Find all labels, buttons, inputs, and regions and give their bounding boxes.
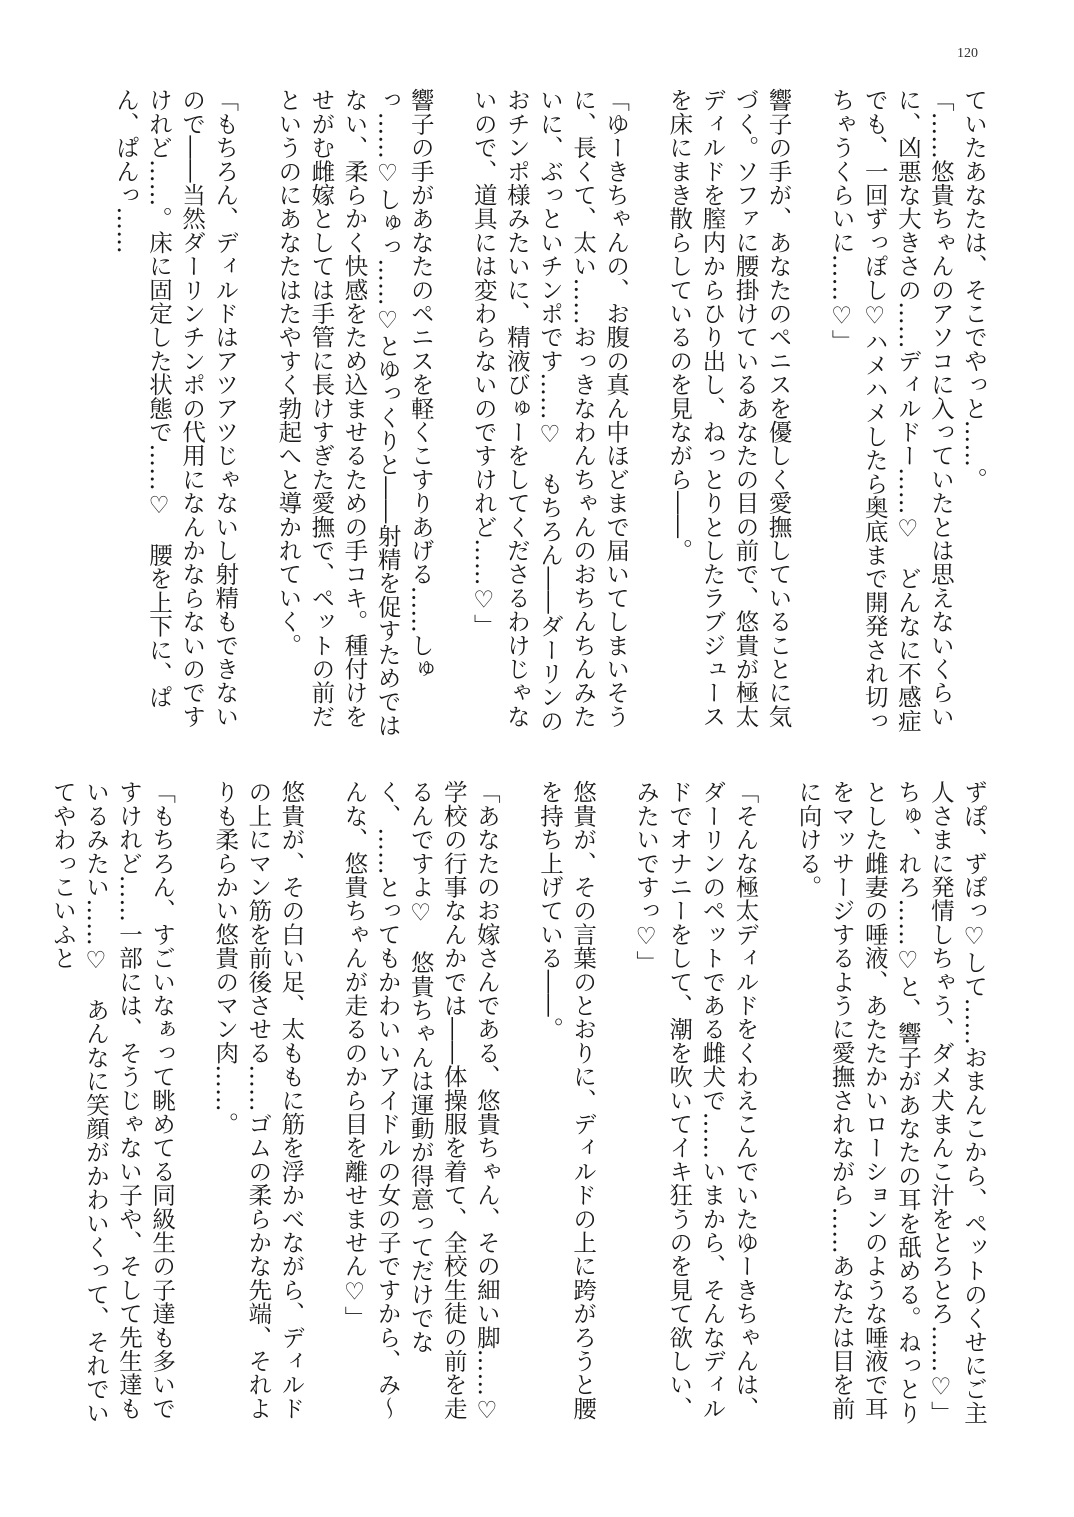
top-text-block [70,88,990,748]
bottom-text-block [48,780,990,1449]
paragraph: 「ゆーきちゃんの、お腹の真ん中ほどまで届いてしまいそうに、長くて、太い……おっきなわんちゃんのおちんちんみたいに、ぶっといチンポです……♡ もちろん――ダーリンのおチンポ様みたいに、精液びゅーをしてくださるわけじゃないので、道具には変わらないのですけれど……♡」 [469,88,631,733]
paragraph: 悠貴が、その言葉のとおりに、ディルドの上に跨がろうと腰を持ち上げている――。 [535,780,598,1420]
paragraph: 響子の手があなたのペニスを軽くこすりあげる……しゅっ……♡しゅっ……♡とゆっくりと――射精を促すためではない、柔らかく快感をため込ませるための手コキ。種付けをせがむ雌嫁としては手管に長けすぎた愛撫で、ペットの前だというのにあなたはたやすく勃起へと導かれていく。 [274,88,435,737]
paragraph: 「そんな極太ディルドをくわえこんでいたゆーきちゃんは、ダーリンのペットである雌犬で……いまから、そんなディルドでオナニーをして、潮を吹いてイキ狂うのを見て欲しい、みたいですっ♡」 [632,780,760,1420]
paragraph: 響子の手が、あなたのペニスを優しく愛撫していることに気づく。ソファに腰掛けているあなたの目の前で、悠貴が極太ディルドを膣内からひり出し、ねっとりとしたラブジュースを床にまき散らしているのを見ながら――。 [665,88,793,728]
paragraph: 「もちろん、ディルドはアツアツじゃないし射精もできないので――当然ダーリンチンポの代用になんかならないのですけれど……。床に固定した状態で……♡ 腰を上下に、ぱん、ぱんっ…… [111,88,240,728]
paragraph: ちゅ、れろ……♡と、響子があなたの耳を舐める。ねっとりとした雌妻の唾液、あたたかいローションのような唾液で耳をマッサージするように愛撫されながら……あなたは目を前に向ける。 [794,780,922,1425]
page-number: 120 [957,46,978,61]
paragraph: 「もちろん、すごいなぁって眺めてる同級生の子達も多いですけれど……一部には、そうじゃない子や、そして先生達もいるみたい……♡ あんなに笑顔がかわいくって、それでいてやわっこいふと [48,780,177,1425]
paragraph: 悠貴が、その白い足、太ももに筋を浮かべながら、ディルドの上にマン筋を前後させる……ゴムの柔らかな先端、それよりも柔らかい悠貴のマン肉……。 [211,780,306,1420]
paragraph: ていたあなたは、そこでやっと……。 [960,88,988,491]
paragraph: ずぽ、ずぽっ♡して……おまんこから、ペットのくせにご主人さまに発情しちゃう、ダメ犬まんこ汁をとろとろ……♡」 [926,780,988,1425]
paragraph: 「あなたのお嫁さんである、悠貴ちゃん、その細い脚……♡ 学校の行事なんかでは――体操服を着て、全校生徒の前を走るんですよ♡ 悠貴ちゃんは運動が得意ってだけでなく、……とってもかわいいアイドルの女の子ですから、み～んな、悠貴ちゃんが走るのから目を離せません♡」 [340,780,501,1449]
paragraph: 「……悠貴ちゃんのアソコに入っていたとは思えないくらいに、凶悪な大きさの……ディルドー……♡ どんなに不感症でも、一回ずっぽし♡ハメハメしたら奥底まで開発され切っちゃうくらいに……♡」 [827,88,955,733]
